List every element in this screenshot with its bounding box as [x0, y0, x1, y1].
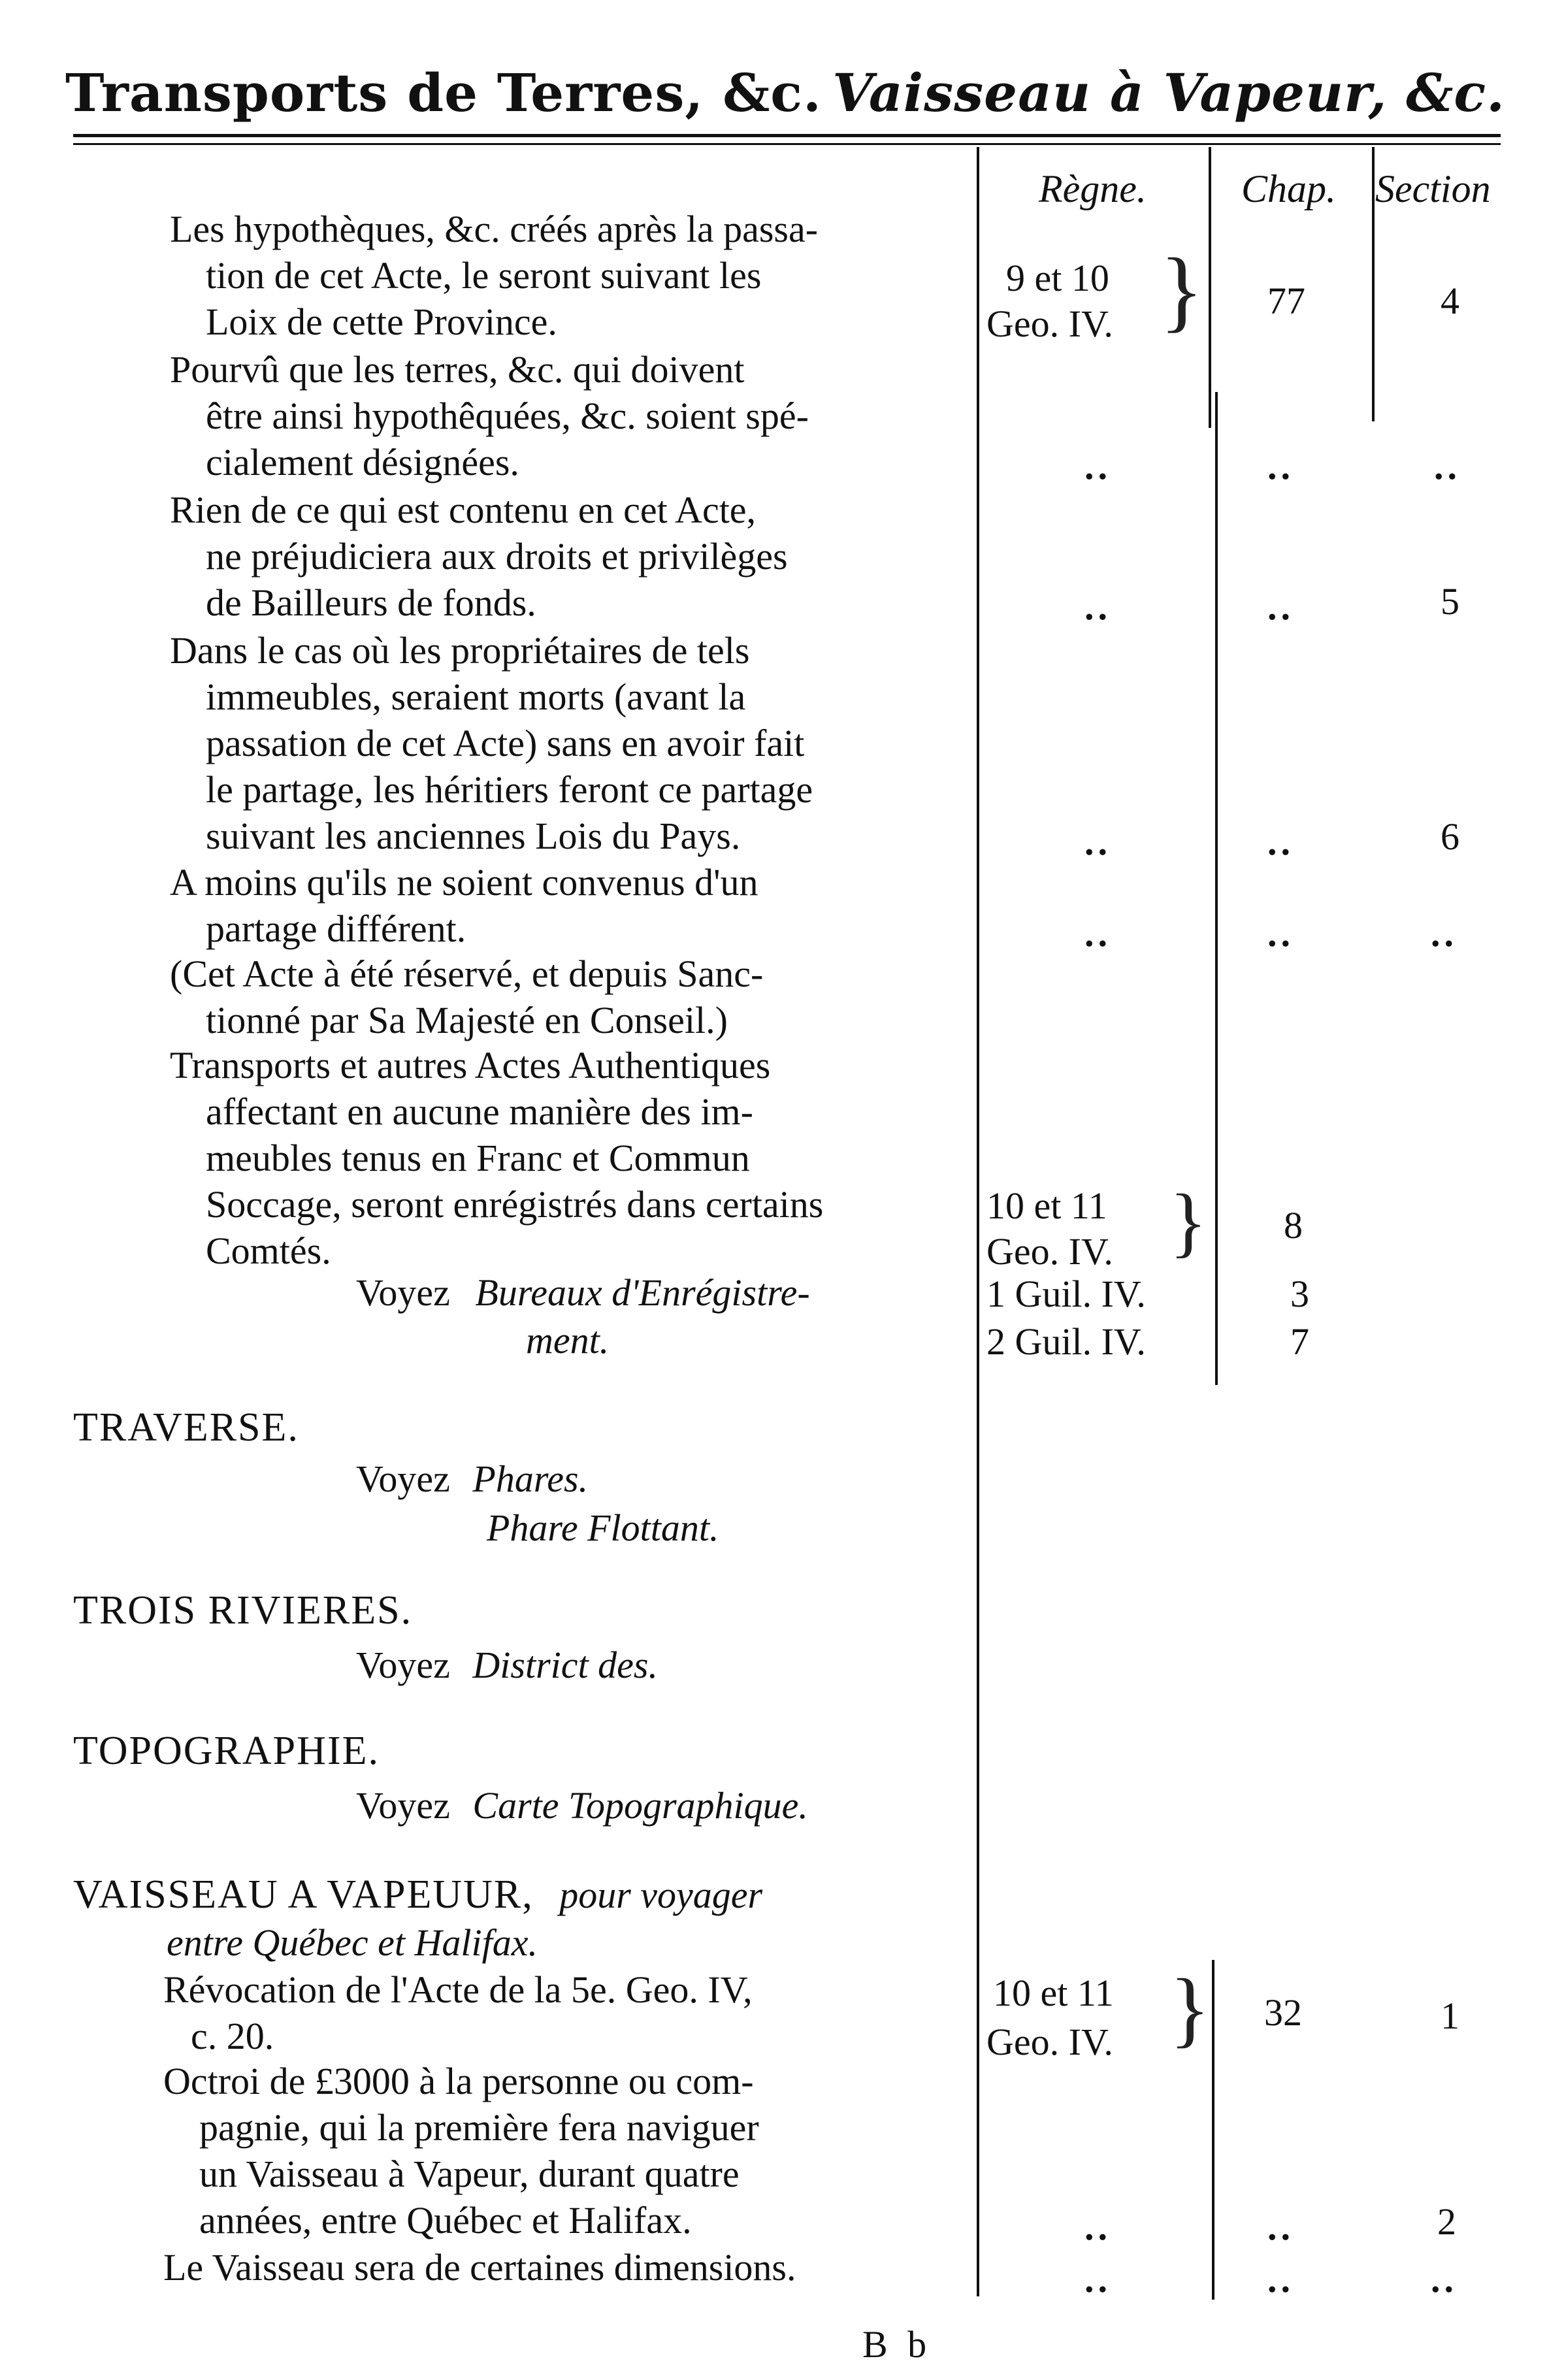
ditto-mark: .. — [1431, 2258, 1458, 2300]
entry-line: un Vaisseau à Vapeur, durant quatre — [199, 2153, 740, 2195]
voyez-reference — [356, 1271, 810, 1314]
entry-text — [163, 2244, 796, 2290]
entry-line: cialement désignées. — [206, 441, 519, 483]
entry-text — [170, 487, 788, 626]
entry-line: partage différent. — [206, 907, 466, 950]
chap-value: 77 — [1267, 280, 1305, 322]
entry-line: ne préjudiciera aux droits et privilèges — [206, 535, 788, 578]
voyez-label: Voyez — [356, 1271, 450, 1314]
entry-text — [163, 2058, 759, 2243]
entry-line: Loix de cette Province. — [206, 301, 557, 343]
column-rule-section — [1372, 147, 1375, 421]
entry-line: de Bailleurs de fonds. — [206, 581, 536, 624]
column-rule-regne — [977, 147, 979, 2296]
regne-value: 1 Guil. IV. — [986, 1273, 1146, 1315]
brace: } — [1169, 1178, 1207, 1265]
entry-text — [163, 1966, 753, 2059]
ditto-mark: .. — [1267, 912, 1294, 954]
ditto-mark: .. — [1084, 585, 1111, 628]
voyez-reference — [356, 1643, 658, 1687]
ditto-mark: .. — [1267, 821, 1294, 863]
heading-title: VAISSEAU A VAPEUUR, — [73, 1872, 534, 1917]
ditto-mark: .. — [1267, 445, 1294, 487]
ditto-mark: .. — [1084, 2206, 1111, 2248]
regne-value: Geo. IV. — [986, 2021, 1113, 2063]
entry-line: Dans le cas où les propriétaires de tels — [170, 629, 750, 672]
entry-line: Soccage, seront enrégistrés dans certains — [206, 1183, 824, 1226]
heading-subtitle: pour voyager — [559, 1874, 763, 1916]
reference-text: Phare Flottant. — [487, 1507, 719, 1549]
heading-traverse: TRAVERSE. — [73, 1405, 299, 1450]
reference-text: District des. — [472, 1644, 658, 1686]
running-head-left: Transports de Terres, &c. — [65, 62, 822, 123]
entry-line: années, entre Québec et Halifax. — [199, 2199, 692, 2241]
reference-text: Bureaux d'Enrégistre- — [475, 1271, 810, 1314]
header-rule — [73, 134, 1501, 137]
entry-line: Révocation de l'Acte de la 5e. Geo. IV, — [163, 1968, 753, 2011]
heading-vaisseau — [73, 1872, 762, 1918]
entry-line: affectant en aucune manière des im- — [206, 1090, 753, 1133]
voyez-reference-cont — [487, 1506, 719, 1550]
entry-text — [170, 951, 763, 1043]
entry-line: (Cet Acte à été réservé, et depuis Sanc- — [170, 953, 764, 995]
entry-line: Pourvû que les terres, &c. qui doivent — [170, 348, 745, 391]
entry-line: le partage, les héritiers feront ce partage — [206, 768, 813, 811]
section-value: 5 — [1441, 580, 1459, 623]
entry-line: Le Vaisseau sera de certaines dimensions. — [163, 2246, 796, 2289]
brace: } — [1160, 240, 1204, 341]
heading-subtitle: entre Québec et Halifax. — [167, 1921, 538, 1964]
entry-line: tion de cet Acte, le seront suivant les — [206, 254, 762, 297]
regne-value: 2 Guil. IV. — [986, 1320, 1146, 1363]
ditto-mark: .. — [1434, 445, 1461, 487]
signature-mark: B b — [862, 2323, 932, 2366]
reference-text: ment. — [526, 1319, 610, 1361]
header-rule-thin — [73, 143, 1501, 145]
regne-value: 10 et 11 — [986, 1184, 1107, 1227]
running-head-right: Vaisseau à Vapeur, &c. — [832, 62, 1505, 123]
voyez-label: Voyez — [356, 1784, 450, 1827]
entry-text — [170, 206, 818, 345]
column-header-chap: Chap. — [1241, 167, 1337, 210]
entry-line: Les hypothèques, &c. créés après la passa- — [170, 208, 819, 250]
voyez-reference — [356, 1457, 588, 1501]
section-value: 1 — [1441, 1995, 1459, 2037]
column-header-section: Section — [1375, 167, 1491, 210]
entry-line: Rien de ce qui est contenu en cet Acte, — [170, 489, 757, 531]
reference-text: Phares. — [472, 1458, 589, 1500]
brace: } — [1169, 1962, 1211, 2056]
entry-line: Octroi de £3000 à la personne ou com- — [163, 2060, 754, 2102]
ditto-mark: .. — [1084, 912, 1111, 954]
entry-line: meubles tenus en Franc et Commun — [206, 1137, 750, 1179]
ditto-mark: .. — [1267, 2258, 1294, 2300]
entry-text — [170, 346, 809, 485]
ditto-mark: .. — [1267, 585, 1294, 628]
chap-value: 8 — [1284, 1204, 1303, 1247]
reference-text: Carte Topographique. — [472, 1784, 808, 1827]
voyez-label: Voyez — [356, 1644, 450, 1686]
chap-value: 3 — [1290, 1273, 1309, 1315]
ditto-mark: .. — [1084, 445, 1111, 487]
entry-text — [170, 859, 758, 952]
ditto-mark: .. — [1267, 2206, 1294, 2248]
section-value: 6 — [1441, 815, 1459, 858]
regne-value: 9 et 10 — [1006, 257, 1109, 299]
entry-line: pagnie, qui la première fera naviguer — [199, 2106, 759, 2149]
entry-line: être ainsi hypothêquées, &c. soient spé- — [206, 395, 809, 437]
voyez-label: Voyez — [356, 1458, 450, 1500]
section-value: 2 — [1437, 2200, 1456, 2243]
entry-line: A moins qu'ils ne soient convenus d'un — [170, 861, 758, 904]
ditto-mark: .. — [1084, 821, 1111, 863]
ditto-mark: .. — [1431, 912, 1458, 954]
heading-topographie: TOPOGRAPHIE. — [73, 1729, 380, 1773]
section-value: 4 — [1441, 280, 1459, 322]
chap-value: 7 — [1290, 1320, 1309, 1363]
voyez-reference-cont — [526, 1318, 609, 1362]
entry-line: immeubles, seraient morts (avant la — [206, 676, 746, 718]
heading-subtitle-cont — [167, 1921, 538, 1964]
entry-line: tionné par Sa Majesté en Conseil.) — [206, 999, 728, 1041]
chap-value: 32 — [1264, 1991, 1302, 2034]
entry-line: passation de cet Acte) sans en avoir fait — [206, 722, 805, 764]
voyez-reference — [356, 1784, 808, 1827]
entry-line: Comtés. — [206, 1230, 331, 1272]
entry-text — [170, 1042, 823, 1274]
entry-line: c. 20. — [191, 2015, 274, 2057]
ditto-mark: .. — [1084, 2258, 1111, 2300]
regne-value: Geo. IV. — [986, 302, 1113, 345]
regne-value: Geo. IV. — [986, 1230, 1113, 1273]
entry-line: Transports et autres Actes Authentiques — [170, 1044, 771, 1086]
entry-text — [170, 627, 813, 859]
column-header-regne: Règne. — [1039, 167, 1147, 210]
heading-trois-rivieres: TROIS RIVIERES. — [73, 1588, 413, 1633]
regne-value: 10 et 11 — [993, 1972, 1114, 2014]
column-rule-chap — [1209, 147, 1211, 428]
column-rule-chap-lower — [1215, 392, 1218, 1385]
column-rule-chap-bottom — [1212, 1960, 1214, 2300]
entry-line: suivant les anciennes Lois du Pays. — [206, 815, 741, 857]
